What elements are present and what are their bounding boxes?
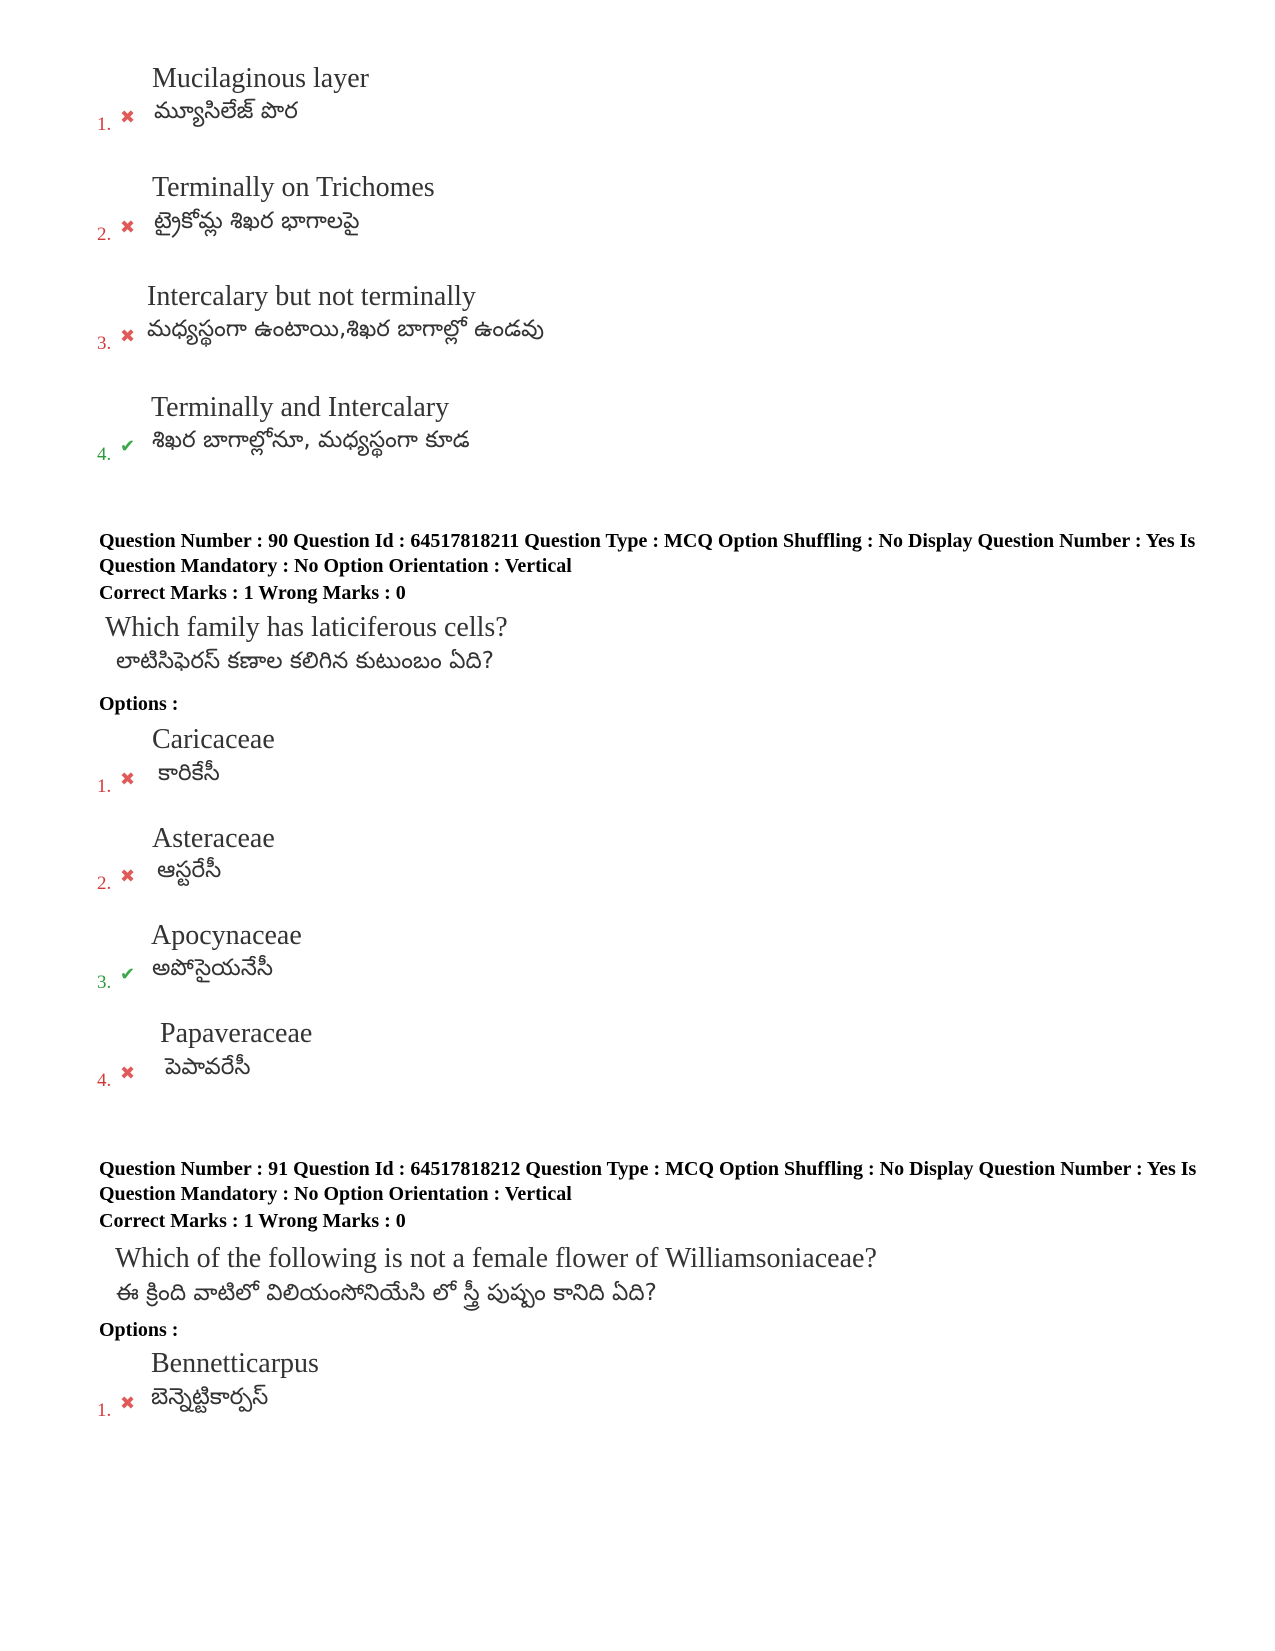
cross-mark-icon: ✖ [120, 107, 136, 128]
option-text-telugu: శిఖర బాగాల్లోనూ, మధ్యస్థంగా కూడ [152, 427, 470, 453]
option-text-english: Mucilaginous layer [152, 63, 369, 94]
option-text-telugu: మధ్యస్థంగా ఉంటాయి,శిఖర బాగాల్లో ఉండవు [147, 316, 545, 342]
question-text-english: Which of the following is not a female flower of Williamsoniaceae? [115, 1243, 877, 1274]
option-number: 1. [97, 1400, 112, 1421]
option-number: 4. [97, 444, 112, 465]
option-text-telugu: ట్రైకోమ్ల శిఖర భాగాలపై [154, 208, 360, 234]
cross-mark-icon: ✖ [120, 326, 136, 347]
option-text-english: Caricaceae [152, 724, 275, 755]
option-number: 1. [97, 114, 112, 135]
cross-mark-icon: ✖ [120, 769, 136, 790]
option-number: 3. [97, 333, 112, 354]
option-text-telugu: మ్యూసిలేజ్ పొర [154, 98, 298, 124]
cross-mark-icon: ✖ [120, 866, 136, 887]
option-text-telugu: బెన్నెట్టికార్పస్ [151, 1384, 269, 1410]
option-text-english: Asteraceae [152, 823, 275, 854]
question-text-english: Which family has laticiferous cells? [105, 612, 508, 643]
cross-mark-icon: ✖ [120, 1063, 136, 1084]
option-number: 2. [97, 224, 112, 245]
option-number: 2. [97, 873, 112, 894]
question-meta: Question Number : 90 Question Id : 64517818211 Question Type : MCQ Option Shuffling : No Display Question Number : Yes Is Question Mandatory : No Option Orientation : Vertical [99, 530, 1196, 577]
options-label: Options : [99, 693, 179, 715]
option-text-english: Terminally on Trichomes [152, 172, 435, 203]
option-text-telugu: కారికేసీ [158, 760, 220, 786]
cross-mark-icon: ✖ [120, 217, 136, 238]
options-label: Options : [99, 1319, 179, 1341]
option-text-english: Bennetticarpus [151, 1348, 319, 1379]
option-text-telugu: ఆస్టరేసీ [157, 857, 222, 883]
option-text-english: Papaveraceae [160, 1018, 313, 1049]
option-text-english: Terminally and Intercalary [151, 392, 450, 423]
option-text-english: Intercalary but not terminally [147, 281, 476, 312]
option-number: 3. [97, 972, 112, 993]
question-text-telugu: లాటిసిఫెరస్ కణాల కలిగిన కుటుంబం ఏది? [116, 648, 494, 674]
question-meta: Question Number : 91 Question Id : 64517818212 Question Type : MCQ Option Shuffling : No Display Question Number : Yes Is Question Mandatory : No Option Orientation : Vertical [99, 1158, 1197, 1205]
option-text-telugu: అపోసైయనేసీ [152, 955, 273, 981]
cross-mark-icon: ✖ [120, 1393, 136, 1414]
question-marks: Correct Marks : 1 Wrong Marks : 0 [99, 582, 406, 604]
option-text-english: Apocynaceae [151, 920, 302, 951]
check-mark-icon: ✔ [120, 964, 136, 985]
question-text-telugu: ఈ క్రింది వాటిలో విలియంసోనియేసి లో స్త్రీ పుష్పం కానిది ఏది? [116, 1280, 657, 1306]
check-mark-icon: ✔ [120, 436, 136, 457]
question-marks: Correct Marks : 1 Wrong Marks : 0 [99, 1210, 406, 1232]
option-text-telugu: పెపావరేసీ [165, 1054, 251, 1080]
option-number: 4. [97, 1070, 112, 1091]
option-number: 1. [97, 776, 112, 797]
